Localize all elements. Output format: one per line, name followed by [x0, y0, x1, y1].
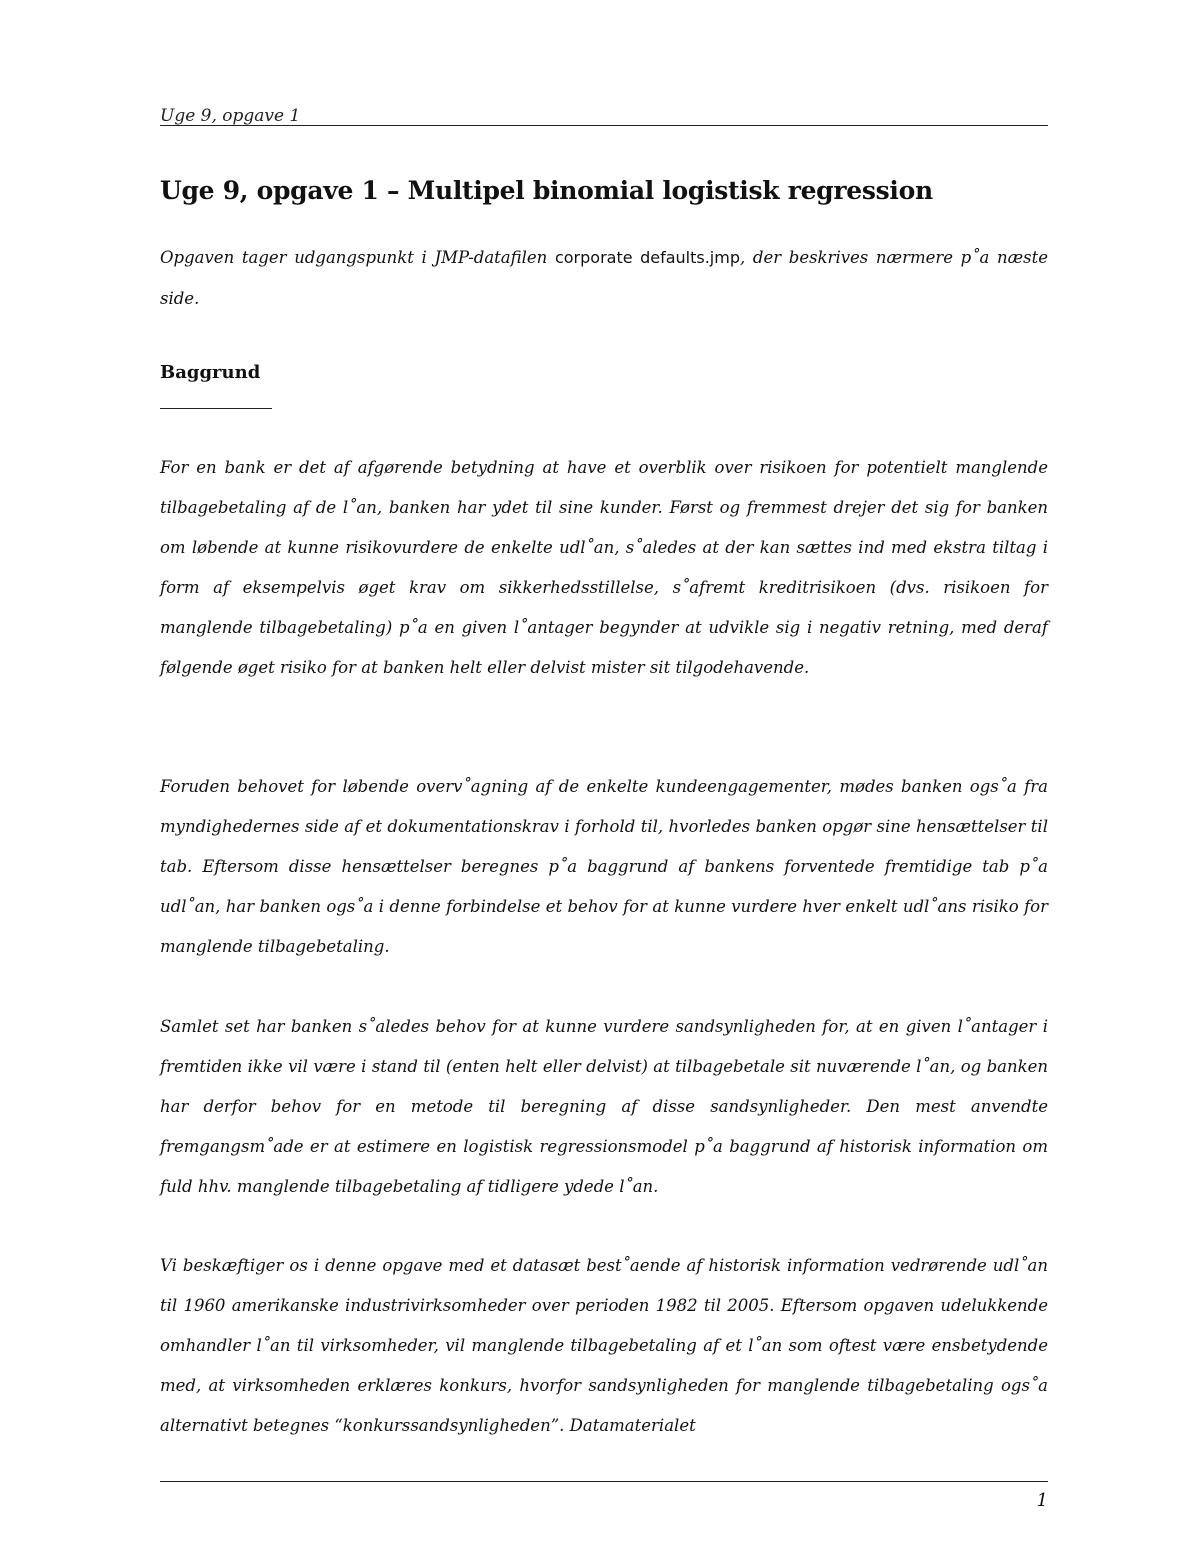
section-rule: [160, 408, 272, 409]
page-number: 1: [1036, 1490, 1048, 1511]
body-paragraph-1: For en bank er det af afgørende betydning at have et overblik over risikoen for potentielt manglende tilbagebetaling af de l˚an, banken har ydet til sine kunder. Først og fremmest drejer det sig for banken om løbende at kunne risikovurdere de enkelte udl˚an, s˚aledes at der kan sættes ind med ekstra tiltag i form af eksempelvis øget krav om sikkerhedsstillelse, s˚afremt kreditrisikoen (dvs. risikoen for manglende tilbagebetaling) p˚a en given l˚antager begynder at udvikle sig i negativ retning, med deraf følgende øget risiko for at banken helt eller delvist mister sit tilgodehavende.: [160, 458, 1048, 678]
intro-paragraph: [160, 238, 1048, 319]
body-paragraph-3: Samlet set har banken s˚aledes behov for at kunne vurdere sandsynligheden for, at en given l˚antager i fremtiden ikke vil være i stand til (enten helt eller delvist) at tilbagebetale sit nuværende l˚an, og banken har derfor behov for en metode til beregning af disse sandsynligheder. Den mest anvendte fremgangsm˚ade er at estimere en logistisk regressionsmodel p˚a baggrund af historisk information om fuld hhv. manglende tilbagebetaling af tidligere ydede l˚an.: [160, 1017, 1048, 1197]
data-filename: corporate defaults.jmp: [554, 248, 740, 267]
intro-text-after: , der beskrives nærmere p˚a næste side.: [160, 248, 1048, 308]
body-paragraph-2: Foruden behovet for løbende overv˚agning af de enkelte kundeengagementer, mødes banken ogs˚a fra myndighedernes side af et dokumentationskrav i forhold til, hvorledes banken opgør sine hensættelser til tab. Eftersom disse hensættelser beregnes p˚a baggrund af bankens forventede fremtidige tab p˚a udl˚an, har banken ogs˚a i denne forbindelse et behov for at kunne vurdere hver enkelt udl˚ans risiko for manglende tilbagebetaling.: [160, 777, 1048, 957]
intro-text-before: Opgaven tager udgangspunkt i JMP-datafilen: [160, 248, 555, 267]
footer-rule: [160, 1481, 1048, 1482]
running-header: Uge 9, opgave 1: [160, 106, 301, 126]
document-title: Uge 9, opgave 1 – Multipel binomial logistisk regression: [160, 176, 933, 205]
section-heading: Baggrund: [160, 362, 261, 383]
header-rule: [160, 125, 1048, 126]
body-paragraph-4: Vi beskæftiger os i denne opgave med et datasæt best˚aende af historisk information vedrørende udl˚an til 1960 amerikanske industrivirksomheder over perioden 1982 til 2005. Eftersom opgaven udelukkende omhandler l˚an til virksomheder, vil manglende tilbagebetaling af et l˚an som oftest være ensbetydende med, at virksomheden erklæres konkurs, hvorfor sandsynligheden for manglende tilbagebetaling ogs˚a alternativt betegnes “konkurssandsynligheden”. Datamaterialet: [160, 1256, 1048, 1436]
